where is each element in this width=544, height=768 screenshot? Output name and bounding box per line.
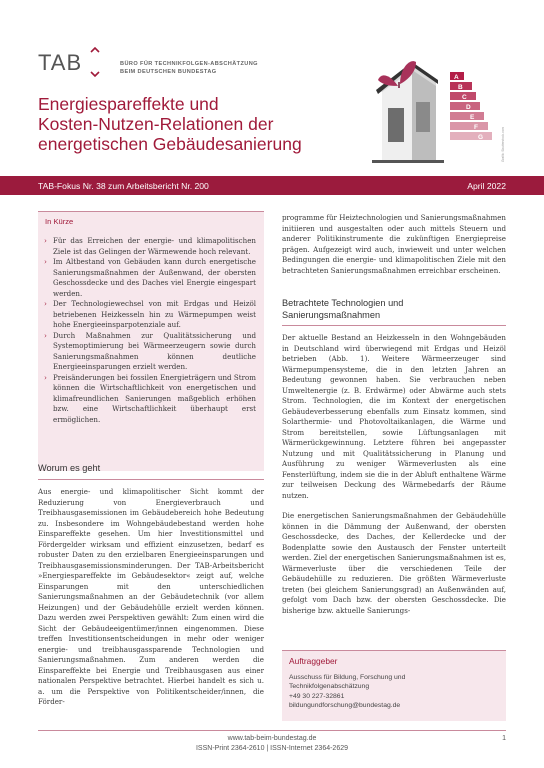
house-energy-illustration	[372, 50, 512, 165]
page-number: 1	[502, 735, 506, 742]
tab-logo: TAB	[38, 50, 83, 75]
summary-list	[44, 236, 256, 425]
illustration-credit: Grafik: Shutterstock.com	[501, 127, 505, 162]
section-rule	[38, 479, 264, 480]
summary-heading: In Kürze	[45, 217, 74, 226]
client-email: bildungundforschung@bundestag.de	[289, 701, 401, 709]
summary-item: › Preisänderungen bei fossilen Energieträgern und Strom können die Wirtschaftlichkeit von energetischen und klimafreundlichen Sanierungen maßgeblich erhöhen bzw. eine Wirtschaftlichkeit überhaupt erst ermöglichen.	[44, 373, 256, 426]
energy-class-f: F	[474, 124, 478, 131]
energy-class-b: B	[458, 84, 463, 91]
footer-issn: ISSN-Print 2364-2610 | ISSN-Internet 2364-2629	[195, 745, 349, 752]
summary-box	[38, 211, 264, 471]
client-heading: Auftraggeber	[289, 656, 338, 666]
logo-chevron-icon	[88, 46, 102, 80]
technologien-text: Der aktuelle Bestand an Heizkesseln in den Wohngebäuden in Deutschland wird überwiegend mit Erdgas und Heizöl betrieben (Abb. 1). Weitere Wärmeerzeuger sind Wärmepumpensysteme, die in den letzten Jahren an Bedeutung gewonnen haben. Sie verbrauchen neben Umweltenergie (z. B. Erdwärme) oder Abwärme auch stets Strom. Technologien, die im Kontext der energetischen Gebäudeverbesserung ebenfalls zum Einsatz kommen, sind Solarthermie- und Photovoltaikanlagen, die Wärme und Strom bereitstellen, sowie Lüftungsanlagen mit Wärmerückgewinnung. Letztere führen bei angepasster Nutzung und mit Qualitätssicherung in Planung und Ausführung zu weniger Wärmeverlusten als eine Fensterlüftung, indem sie die in der Abluft enthaltene Wärme zur teilweisen Deckung des Wärmebedarfs der Räume nutzen. Die energetischen Sanierungsmaßnahmen der Gebäudehülle können in die Dämmung der Außenwand, der obersten Geschossdecke, des Daches, der Kellerdecke und der Bodenplatte sowie den Austausch der Fenster unterteilt werden. Ziel der energetischen Sanierungsmaßnahmen ist es, Wärmeverluste über die verschiedenen Teile der Gebäudehülle zu reduzieren. Die größten Wärmeverluste treten (bei gleichem Sanierungsgrad) an Außenwänden auf, gefolgt vom Dach bzw. der obersten Geschossdecke. Die bisherige bzw. aktuelle Sanierungs-	[282, 333, 506, 615]
summary-item: › Im Altbestand von Gebäuden kann durch energetische Sanierungsmaßnahmen der Außenwand, der obersten Geschossdecke und des Daches viel Energie eingespart werden.	[44, 257, 256, 299]
summary-item: › Für das Erreichen der energie- und klimapolitischen Ziele ist das Gelingen der Wärmewende hoch relevant.	[44, 236, 256, 257]
summary-item: › Der Technologiewechsel von mit Erdgas und Heizöl betriebenen Heizkesseln hin zu Wärmepumpen weist hohe Energieeinsparpotenziale auf.	[44, 299, 256, 331]
intro-text: programme für Heiztechnologien und Sanierungsmaßnahmen initiieren und ausgestalten oder auch mittels Steuern und anderer Politikinstrumente die zukünftigen Energiepreise prägen. Aufgezeigt wird auch, inwieweit und unter welchen Bedingungen die energie- und klimapolitischen Ziele mit den betrachteten Sanierungsmaßnahmen erreichbar erscheinen.	[282, 213, 506, 275]
energy-class-c: C	[462, 94, 467, 101]
energy-class-d: D	[466, 104, 471, 111]
worum-text: Aus energie- und klimapolitischer Sicht kommt der Reduzierung von Energieverbrauch und Treibhausgasemissionen im Gebäudebereich hohe Bedeutung zu. Insbesondere im Wohngebäudebestand werden hohe Einspareffekte gesehen. Um hier Investitionsmittel und Fördergelder wirksam und effizient einzusetzen, bedarf es robuster Daten zu den erzielbaren Energieeinsparungen und Treibhausgasemissionsminderungen. Der TAB-Arbeitsbericht »Energiespareffekte im Gebäudesektor« zeigt auf, welche Einsparungen mit den unterschiedlichen Sanierungsmaßnahmen an der Gebäudetechnik (vor allem Heizungen) und der Gebäudehülle erzielt werden können. Dazu werden zwei Perspektiven gewählt: Zum einen wird die Sicht der Gebäudeeigentümer/innen eingenommen. Diese treffen Investitionsentscheidungen in mehr oder weniger energie- und treibhausgassparende Technologien und Sanierungsmaßnahmen. Zum anderen werden die Einspareffekte bei Energie und Treibhausgasen aus einer nationalen Perspektive betrachtet. Hierbei handelt es sich u. a. um die Perspektive von Politikentscheider/innen, die Förder-	[38, 487, 264, 706]
page-title: Energiespareffekte und Kosten-Nutzen-Relationen der energetischen Gebäudesanierung	[38, 94, 302, 154]
summary-item: › Durch Maßnahmen zur Qualitätssicherung und Systemoptimierung bei Wärmeerzeugern sowie durch Sanierungsmaßnahmen können deutliche Energieeinsparungen erzielt werden.	[44, 331, 256, 373]
client-details: Ausschuss für Bildung, Forschung und Technikfolgenabschätzung +49 30 227-32861 bildungundforschung@bundestag.de	[289, 674, 406, 709]
energy-class-bars	[450, 72, 492, 141]
section-rule	[282, 325, 506, 326]
issue-band	[0, 176, 544, 195]
footer-rule	[38, 730, 506, 731]
issue-date: April 2022	[467, 181, 506, 191]
issue-label: TAB-Fokus Nr. 38 zum Arbeitsbericht Nr. 200	[38, 181, 209, 191]
energy-class-g: G	[478, 134, 484, 141]
logo-subtitle: BÜRO FÜR TECHNIKFOLGEN-ABSCHÄTZUNG BEIM DEUTSCHEN BUNDESTAG	[120, 61, 258, 75]
section-heading-technologien: Betrachtete Technologien und Sanierungsmaßnahmen	[282, 298, 404, 320]
energy-class-a: A	[454, 74, 459, 81]
client-box	[282, 650, 506, 721]
client-phone: +49 30 227-32861	[289, 692, 345, 700]
energy-class-e: E	[470, 114, 475, 121]
section-heading-worum: Worum es geht	[38, 463, 101, 473]
footer-url[interactable]: www.tab-beim-bundestag.de	[227, 735, 317, 742]
